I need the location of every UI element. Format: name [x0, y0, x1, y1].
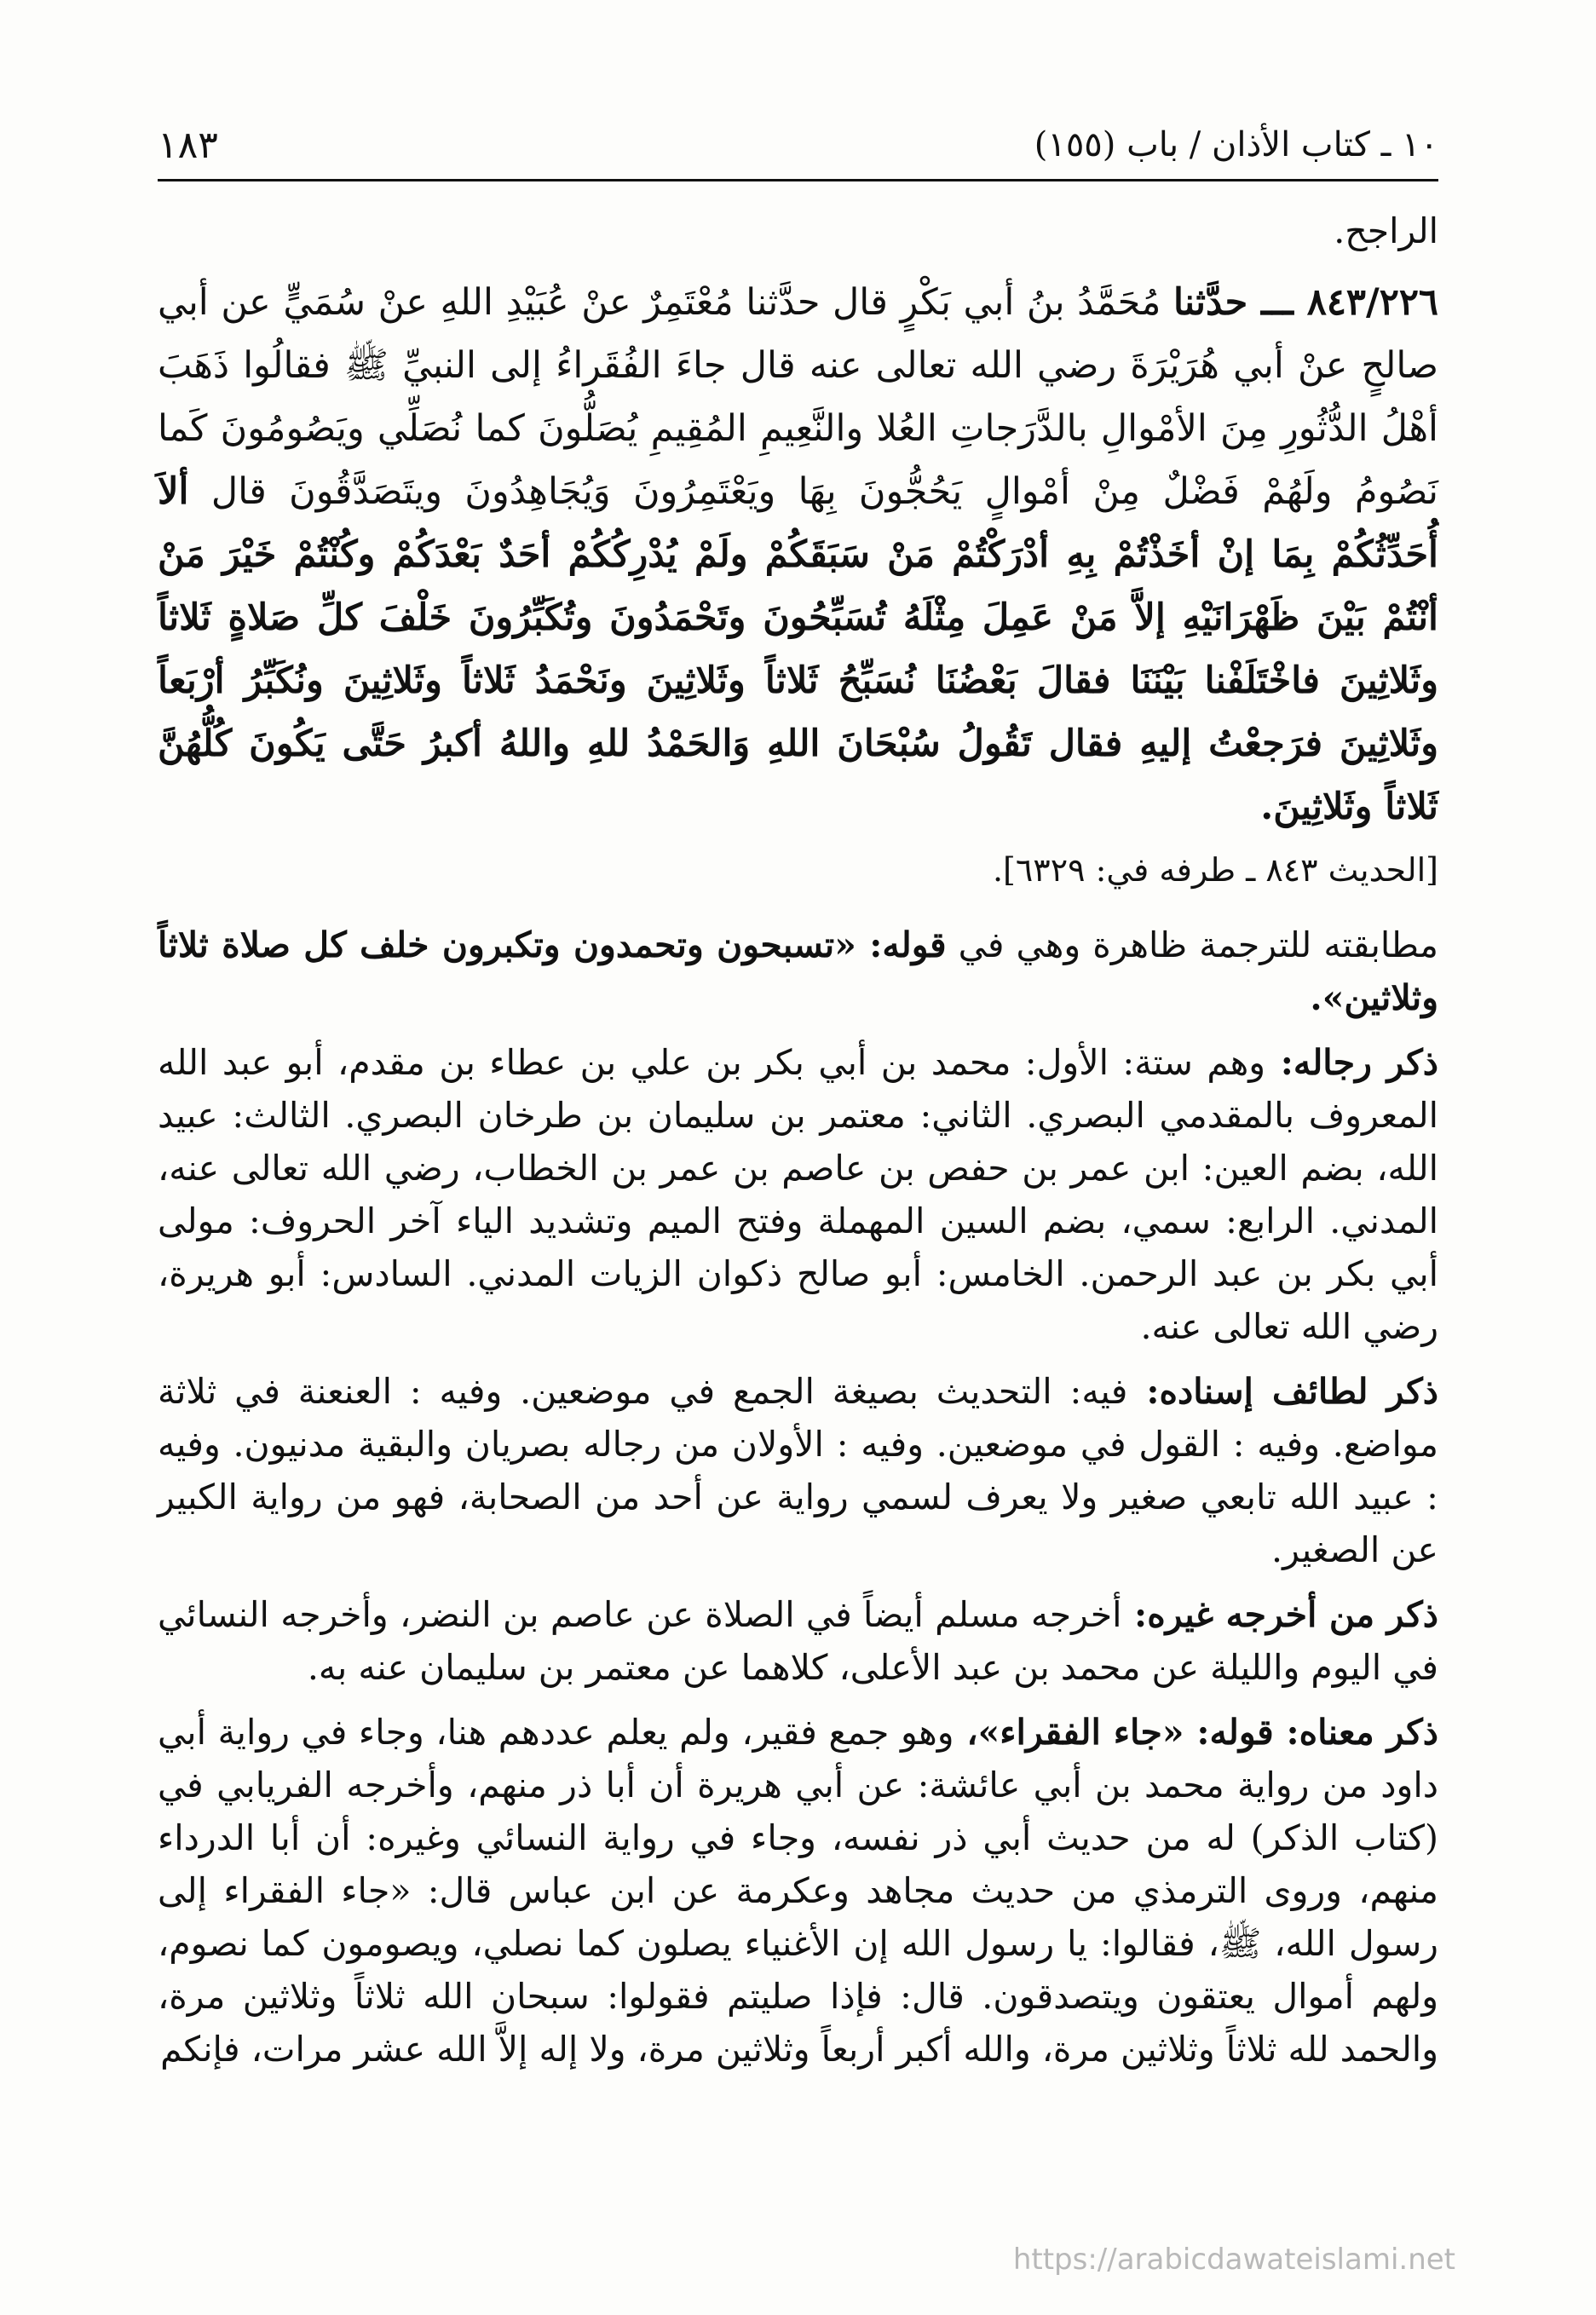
paragraph-text: وهم ستة: الأول: محمد بن أبي بكر بن علي بن عطاء بن مقدم، أبو عبد الله المعروف بالمقدمي البصري. الثاني: معتمر بن سليمان بن طرخان البصري. الثالث: عبيد الله، بضم العين: ابن عمر بن حفص بن عاصم بن عمر بن الخطاب، رضي الله تعالى عنه، المدني. الرابع: سمي، بضم السين المهملة وفتح الميم وتشديد الياء آخر الحروف: مولى أبي بكر بن عبد الرحمن. الخامس: أبو صالح ذكوان الزيات المدني. السادس: أبو هريرة، رضي الله تعالى عنه. — [158, 1042, 1438, 1347]
paragraph-text: مطابقته للترجمة ظاهرة وهي في — [946, 924, 1438, 965]
paragraph-other-sources — [158, 1588, 1438, 1694]
page-body — [158, 204, 1438, 2088]
hadith-reference: [الحديث ٨٤٣ ـ طرفه في: ٦٣٢٩]. — [992, 851, 1438, 889]
paragraph-meaning — [158, 1706, 1438, 2076]
paragraph-correspondence — [158, 919, 1438, 1024]
chapter-title: ١٠ ـ كتاب الأذان / باب (١٥٥) — [1034, 125, 1438, 164]
section-heading: ذكر من أخرجه غيره: — [1121, 1594, 1438, 1635]
running-header — [158, 111, 1438, 181]
paragraph-narrators — [158, 1036, 1438, 1353]
paragraph-quote: قوله: «تسبحون وتحمدون وتكبرون خلف كل صلاة ثلاثاً وثلاثين». — [158, 924, 1438, 1018]
paragraph-text: وهو جمع فقير، ولم يعلم عددهم هنا، وجاء في رواية أبي داود من رواية محمد بن أبي عائشة: عن أبي هريرة أن أبا ذر منهم، وأخرجه الفريابي في (كتاب الذكر) له من حديث أبي ذر نفسه، وجاء في رواية النسائي وغيره: أن أبا الدرداء منهم، وروى الترمذي من حديث مجاهد وعكرمة عن ابن عباس قال: «جاء الفقراء إلى رسول الله، ﷺ، فقالوا: يا رسول الله إن الأغنياء يصلون كما نصلي، ويصومون كما نصوم، ولهم أموال يعتقون ويتصدقون. قال: فإذا صليتم فقولوا: سبحان الله ثلاثاً وثلاثين مرة، والحمد لله ثلاثاً وثلاثين مرة، والله أكبر أربعاً وثلاثين مرة، ولا إله إلاَّ الله عشر مرات، فإنكم — [158, 1712, 1438, 2070]
opening-line: الراجح. — [1334, 210, 1438, 251]
paragraph-text: أخرجه مسلم أيضاً في الصلاة عن عاصم بن النضر، وأخرجه النسائي في اليوم والليلة عن محمد بن عبد الأعلى، كلاهما عن معتمر بن سليمان عنه به. — [158, 1594, 1438, 1688]
hadith-text — [158, 271, 1438, 838]
page-number: ١٨٣ — [158, 123, 218, 167]
paragraph-chain-features — [158, 1365, 1438, 1576]
watermark-url: https://arabicdawateislami.net — [1012, 2243, 1455, 2277]
section-heading: ذكر معناه: قوله: «جاء الفقراء»، — [954, 1712, 1438, 1753]
paragraph-text: فيه: التحديث بصيغة الجمع في موضعين. وفيه : العنعنة في ثلاثة مواضع. وفيه : القول في موضعين. وفيه : الأولان من رجاله بصريان والبقية مدنيون. وفيه : عبيد الله تابعي صغير ولا يعرف لسمي رواية عن أحد من الصحابة، فهو من رواية الكبير عن الصغير. — [158, 1371, 1438, 1570]
hadith-chain: مُحَمَّدُ بنُ أبي بَكْرٍ قال حدَّثنا مُعْتَمِرٌ عنْ عُبَيْدِ اللهِ عنْ سُمَيٍّ عن أبي صالحٍ عنْ أبي هُرَيْرَةَ رضي الله تعالى عنه قال جاءَ الفُقَراءُ إلى النبيِّ ﷺ فقالُوا ذَهَبَ أهْلُ الدُّثُورِ مِنَ الأمْوالِ بالدَّرَجاتِ العُلا والنَّعِيمِ المُقِيمِ يُصَلُّونَ كما نُصَلِّي ويَصُومُونَ كَما نَصُومُ ولَهُمْ فَضْلٌ مِنْ أمْوالٍ يَحُجُّونَ بِهَا ويَعْتَمِرُونَ وَيُجَاهِدُونَ ويتَصَدَّقُونَ قال — [158, 281, 1438, 513]
hadith-matn: ألاَ أُحَدِّثُكُمْ بِمَا إنْ أخَذْتُمْ بِهِ أدْرَكْتُمْ مَنْ سَبَقَكُمْ ولَمْ يُدْرِكُكُمْ أحَدٌ بَعْدَكُمْ وكُنْتُمْ خَيْرَ مَنْ أنْتُمْ بَيْنَ ظَهْرَانَيْهِ إلاَّ مَنْ عَمِلَ مِثْلَهُ تُسَبِّحُونَ وتَحْمَدُونَ وتُكَبِّرُونَ خَلْفَ كلِّ صَلاةٍ ثَلاثاً وثَلاثِينَ فاخْتَلَفْنا بَيْنَنَا فقالَ بَعْضُنَا نُسَبِّحُ ثَلاثاً وثَلاثِينَ ونَحْمَدُ ثَلاثاً وثَلاثِينَ ونُكَبِّرُ أرْبَعاً وثَلاثِينَ فرَجعْتُ إليهِ فقال تَقُولُ سُبْحَانَ اللهِ وَالحَمْدُ للهِ واللهُ أكبرُ حَتَّى يَكُونَ كُلُّهُنَّ ثَلاثاً وثَلاثِينَ. — [158, 470, 1438, 828]
hadith-number: ٨٤٣/٢٢٦ ـــ حدَّثنا — [1173, 281, 1439, 324]
section-heading: ذكر لطائف إسناده: — [1127, 1371, 1438, 1412]
section-heading: ذكر رجاله: — [1265, 1042, 1438, 1083]
